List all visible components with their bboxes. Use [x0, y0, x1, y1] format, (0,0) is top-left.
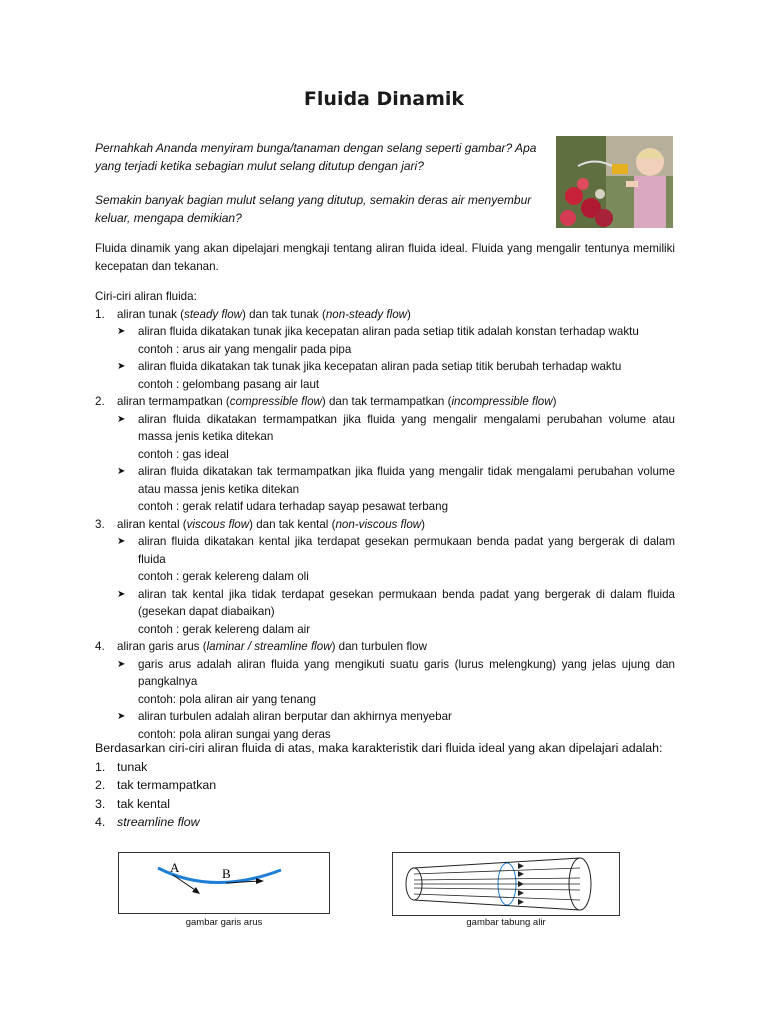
title-italic: compressible flow	[229, 395, 322, 408]
example-text: contoh: pola aliran air yang tenang	[138, 692, 316, 706]
child-watering-photo	[556, 136, 673, 228]
item-number: 3.	[95, 796, 106, 811]
title-text: ) dan turbulen flow	[331, 640, 427, 653]
title-text: aliran kental (	[117, 517, 187, 531]
title-italic: non-steady flow	[325, 307, 408, 321]
item-title	[117, 516, 425, 534]
arrow-bullet-icon: ➤	[117, 658, 126, 670]
item-number: 4.	[95, 640, 105, 653]
bullet-text: aliran fluida dikatakan kental jika terdapat gesekan permukaan benda padat yang bergerak di dalam fluida	[138, 535, 675, 566]
example-text: contoh : gerak kelereng dalam air	[138, 622, 311, 636]
arrow-bullet-icon: ➤	[117, 588, 126, 600]
item-label: tunak	[117, 759, 148, 774]
ciri-item-4	[95, 638, 675, 656]
title-text: )	[407, 307, 411, 321]
title-text: aliran termampatkan (	[117, 395, 230, 408]
item-label: tak termampatkan	[117, 778, 217, 792]
bullet-text: aliran fluida dikatakan termampatkan jika fluida yang mengalir mengalami perubahan volume atau massa jenis ketika ditekan	[138, 412, 675, 443]
bullet	[117, 463, 675, 498]
title-italic: incompressible flow	[451, 395, 553, 408]
arrow-bullet-icon: ➤	[117, 536, 126, 547]
bullet-text: garis arus adalah aliran fluida yang mengikuti suatu garis (lurus melengkung) yang jelas ujung dan pangkalnya	[138, 657, 675, 688]
intro-paragraph: Fluida dinamik yang akan dipelajari mengkaji tentang aliran fluida ideal. Fluida yang mengalir tentunya memiliki kecepatan dan tekanan.	[95, 242, 675, 273]
example-text: contoh : gerak kelereng dalam oli	[138, 570, 309, 583]
bullet	[117, 656, 675, 691]
summary-item	[95, 776, 685, 795]
title-text: ) dan tak tunak (	[242, 307, 326, 321]
arrow-bullet-icon: ➤	[117, 361, 126, 372]
flow-tube-figure	[392, 852, 620, 921]
streamline-figure	[118, 852, 330, 919]
title-italic: viscous flow	[186, 517, 250, 531]
intro-question-2: Semakin banyak bagian mulut selang yang ditutup, semakin deras air menyembur keluar, mengapa demikian?	[95, 193, 532, 225]
item-number: 1.	[95, 307, 105, 321]
arrow-bullet-icon: ➤	[117, 413, 126, 425]
arrow-bullet-icon: ➤	[117, 711, 126, 722]
example-text: contoh : gelombang pasang air laut	[138, 377, 320, 391]
title-text: ) dan tak termampatkan (	[321, 395, 452, 408]
title-italic: non-viscous flow	[335, 517, 422, 531]
bullet	[117, 533, 675, 568]
bullet	[117, 411, 675, 446]
item-number: 2.	[95, 395, 105, 408]
item-number: 4.	[95, 815, 106, 829]
ciri-item-3	[95, 516, 675, 534]
example-text: contoh : arus air yang mengalir pada pipa	[138, 342, 352, 356]
bullet-text: aliran fluida dikatakan tak termampatkan jika fluida yang mengalir tidak mengalami perubahan volume atau massa jenis ketika ditekan	[138, 465, 675, 496]
summary-item	[95, 795, 685, 814]
bullet-text: aliran turbulen adalah aliran berputar dan akhirnya menyebar	[138, 710, 452, 723]
item-title	[117, 393, 556, 411]
summary-item	[95, 758, 685, 777]
title-text: )	[552, 395, 557, 408]
arrow-bullet-icon: ➤	[117, 466, 126, 477]
summary-section	[95, 739, 685, 832]
page-title: Fluida Dinamik	[303, 88, 465, 110]
item-number: 1.	[95, 759, 106, 774]
bullet	[117, 708, 675, 726]
ciri-item-1	[95, 306, 675, 324]
item-title	[117, 638, 427, 656]
arrow-bullet-icon: ➤	[117, 326, 126, 337]
example-text: contoh : gas ideal	[138, 447, 229, 461]
bullet-text: aliran fluida dikatakan tunak jika kecepatan aliran pada setiap titik adalah konstan terhadap waktu	[138, 325, 639, 338]
bullet-text: aliran fluida dikatakan tak tunak jika kecepatan aliran pada setiap titik berubah terhadap waktu	[138, 360, 622, 373]
title-italic: laminar / streamline flow	[206, 640, 332, 653]
item-title	[117, 306, 411, 324]
title-italic: steady flow	[184, 307, 243, 321]
item-label: tak kental	[117, 796, 171, 811]
bullet-text: aliran tak kental jika tidak terdapat gesekan permukaan benda padat yang bergerak di dalam fluida (gesekan dapat diabaikan)	[138, 587, 675, 618]
ciri-section	[95, 288, 675, 743]
item-label: streamline flow	[117, 815, 200, 829]
label-a: A	[170, 860, 180, 875]
example-text: contoh : gerak relatif udara terhadap sayap pesawat terbang	[138, 500, 449, 513]
summary-item	[95, 813, 685, 832]
figure-caption-1: gambar garis arus	[185, 917, 263, 928]
flow-tube-diagram	[392, 852, 620, 916]
bullet	[117, 323, 675, 341]
intro-questions	[95, 140, 550, 244]
title-text: )	[421, 517, 426, 531]
title-text: aliran garis arus (	[117, 640, 207, 653]
item-number: 3.	[95, 517, 105, 531]
label-b: B	[222, 866, 231, 881]
item-number: 2.	[95, 778, 106, 792]
figure-caption-2: gambar tabung alir	[466, 917, 546, 928]
bullet	[117, 358, 675, 376]
summary-text: Berdasarkan ciri-ciri aliran fluida di atas, maka karakteristik dari fluida ideal yang akan dipelajari adalah:	[95, 741, 663, 755]
bullet	[117, 586, 675, 621]
title-text: aliran tunak (	[117, 307, 185, 321]
title-text: ) dan tak kental (	[249, 517, 336, 531]
intro-question-1: Pernahkah Ananda menyiram bunga/tanaman dengan selang seperti gambar? Apa yang terjadi ketika sebagian mulut selang ditutup dengan jari?	[95, 141, 537, 173]
ciri-item-2	[95, 393, 675, 411]
example-text: contoh: pola aliran sungai yang deras	[138, 727, 331, 741]
streamline-diagram	[118, 852, 330, 914]
ciri-heading: Ciri-ciri aliran fluida:	[95, 290, 197, 303]
